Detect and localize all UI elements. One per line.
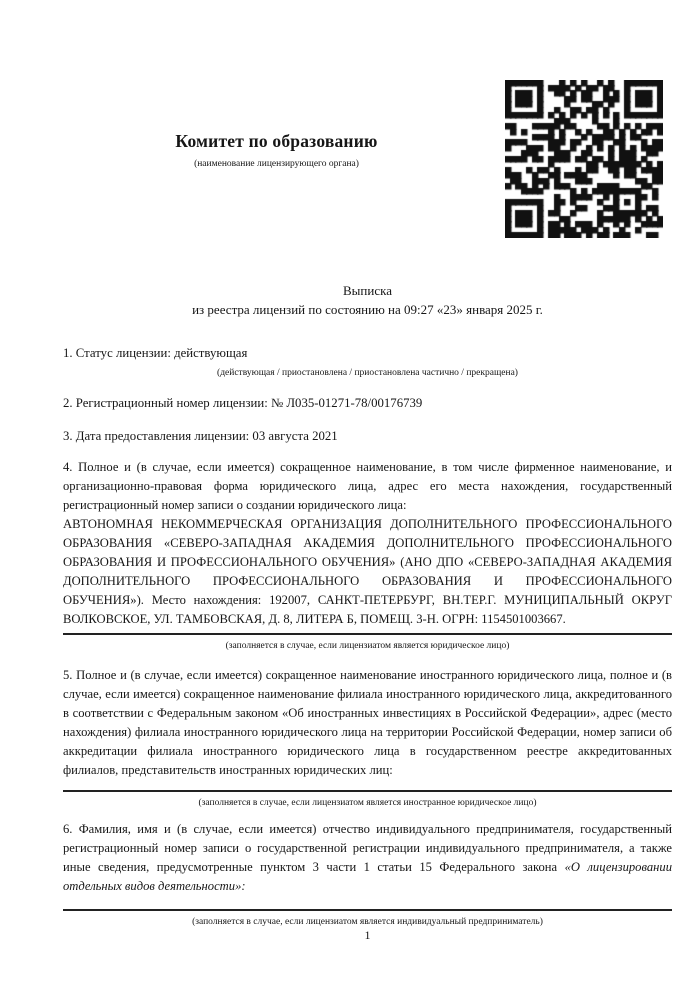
legal-entity-value: АВТОНОМНАЯ НЕКОММЕРЧЕСКАЯ ОРГАНИЗАЦИЯ ДОПОЛНИТЕЛЬНОГО ПРОФЕССИОНАЛЬНОГО ОБРАЗОВАНИЯ «СЕВЕРО-ЗАПАДНАЯ АКАДЕМИЯ ДОПОЛНИТЕЛЬНОГО ПРОФЕССИОНАЛЬНОГО ОБРАЗОВАНИЯ И ПРОФЕССИОНАЛЬНОГО ОБУЧЕНИЯ» (АНО ДПО «СЕВЕРО-ЗАПАДНАЯ АКАДЕМИЯ ДОПОЛНИТЕЛЬНОГО ПРОФЕССИОНАЛЬНОГО ОБРАЗОВАНИЯ И ПРОФЕССИОНАЛЬНОГО ОБУЧЕНИЯ»). Место нахождения: 192007, САНКТ-ПЕТЕРБУРГ, ВН.ТЕР.Г. МУНИЦИПАЛЬНЫЙ ОКРУГ ВОЛКОВСКОЕ, УЛ. ТАМБОВСКАЯ, Д. 8, ЛИТЕРА Б, ПОМЕЩ. 3-Н. ОГРН: 1154501003667.: [63, 517, 672, 626]
clause-grant-date: [63, 427, 672, 445]
licensing-authority-block: [63, 131, 490, 169]
individual-entrepreneur-caption: (заполняется в случае, если лицензиатом является индивидуальный предприниматель): [192, 917, 543, 927]
foreign-entity-caption: (заполняется в случае, если лицензиатом является иностранное юридическое лицо): [198, 798, 537, 808]
clause-legal-entity: [63, 458, 672, 652]
law-title-text: «О лицензировании отдельных видов деятельности»:: [63, 860, 672, 893]
registration-number-text: 2. Регистрационный номер лицензии: № Л035-01271-78/00176739: [63, 396, 423, 410]
licensing-authority-name: Комитет по образованию: [175, 131, 378, 151]
license-status-text: 1. Статус лицензии: действующая: [63, 346, 248, 360]
qr-code-icon: [505, 80, 663, 238]
individual-entrepreneur-text: 6. Фамилия, имя и (в случае, если имеется) отчество индивидуального предпринимателя, государственный регистрационный номер записи о государственной регистрации индивидуального предпринимателя, а также иные сведения, предусмотренные пунктом 3 части 1 статьи 15 Федерального закона: [63, 822, 672, 874]
page-number: 1: [364, 928, 371, 942]
licensing-authority-caption: (наименование лицензирующего органа): [194, 159, 359, 169]
license-status-variants-caption: (действующая / приостановлена / приостановлена частично / прекращена): [217, 368, 518, 378]
document-title-line2: из реестра лицензий по состоянию на 09:27 «23» января 2025 г.: [192, 302, 543, 317]
clause-individual-entrepreneur: [63, 820, 672, 928]
clause-registration-number: [63, 394, 672, 412]
clause-license-status: [63, 344, 672, 379]
fill-in-line: [63, 633, 672, 635]
document-title: [63, 281, 672, 319]
document-title-line1: Выписка: [343, 283, 392, 298]
fill-in-line: [63, 790, 672, 792]
legal-entity-description: 4. Полное и (в случае, если имеется) сокращенное наименование, в том числе фирменное наименование, и организационно-правовая форма юридического лица, адрес его места нахождения, государственный регистрационный номер записи о создании юридического лица:: [63, 460, 672, 512]
grant-date-text: 3. Дата предоставления лицензии: 03 августа 2021: [63, 429, 338, 443]
clause-foreign-entity: [63, 666, 672, 809]
foreign-entity-description: 5. Полное и (в случае, если имеется) сокращенное наименование иностранного юридического лица, полное и (в случае, если имеется) сокращенное наименование филиала иностранного юридического лица, аккредитованного в соответствии с Федеральным законом «Об иностранных инвестициях в Российской Федерации», адрес (место нахождения) филиала иностранного юридического лица на территории Российской Федерации, номер записи об аккредитации филиала иностранного юридического лица в государственном реестре аккредитованных филиалов, представительств иностранных юридических лиц:: [63, 668, 672, 777]
fill-in-line: [63, 909, 672, 911]
individual-entrepreneur-description: [63, 820, 672, 896]
legal-entity-caption: (заполняется в случае, если лицензиатом является юридическое лицо): [225, 641, 510, 651]
